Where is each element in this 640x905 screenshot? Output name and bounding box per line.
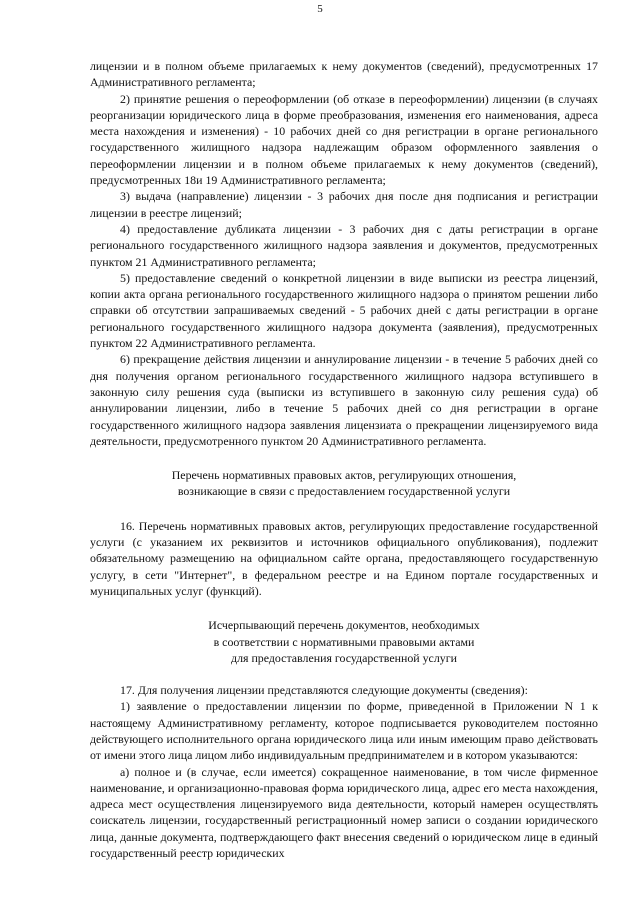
section-heading-line-1: Перечень нормативных правовых актов, регулирующих отношения, (171, 468, 517, 483)
paragraph-17: 17. Для получения лицензии представляются следующие документы (сведения): (120, 683, 528, 698)
paragraph-item-4: 4) предоставление дубликата лицензии - 3 рабочих дня с даты регистрации в органе регионального государственного жилищного надзора заявления и документов, предусмотренных пунктом 21 Административного регламента; (90, 221, 598, 269)
page-number: 5 (317, 3, 323, 15)
paragraph-item-3: 3) выдача (направление) лицензии - 3 рабочих дня после дня подписания и регистрации лицензии в реестре лицензий; (90, 189, 598, 220)
paragraph-16: 16. Перечень нормативных правовых актов, регулирующих предоставление государственной услуги (с указанием их реквизитов и источников официального опубликования), подлежит обязательному размещению на официальном сайте органа, предоставляющего государственную услугу, в сети "Интернет", в федеральном реестре и на Едином портале государственных и муниципальных услуг (функций). (90, 518, 598, 598)
paragraph-item-5: 5) предоставление сведений о конкретной лицензии в виде выписки из реестра лицензий, копии акта органа регионального государственного жилищного надзора о принятом решении либо справки об отсутствии запрашиваемых сведений - 5 рабочих дней с даты регистрации в органе регионального государственного жилищного надзора документа (заявления), предусмотренных пунктом 22 Административного регламента. (90, 270, 598, 351)
paragraph-item-6: 6) прекращение действия лицензии и аннулирование лицензии - в течение 5 рабочих дней со дня получения органом регионального государственного жилищного надзора вступившего в законную силу решения суда (выписки из вступившего в законную силу решения суда) об аннулировании лицензии, либо в течение 5 рабочих дней со дня регистрации в органе государственного жилищного надзора заявления лицензиата о прекращении лицензируемого вида деятельности, предусмотренного пунктом 20 Административного регламента. (90, 352, 598, 448)
section-heading-2-line-2: в соответствии с нормативными правовыми актами (213, 634, 475, 649)
paragraph-17-item-a: а) полное и (в случае, если имеется) сокращенное наименование, в том числе фирменное наименование, и организационно-правовая форма юридического лица, адрес его места нахождения, адреса мест осуществления лицензируемого вида деятельности, который намерен осуществлять соискатель лицензии, государственный регистрационный номер записи о создании юридического лица, данные документа, подтверждающего факт внесения сведений о юридическом лице в единый государственный реестр юридических (90, 764, 598, 861)
document-body (90, 58, 598, 861)
section-heading-line-2: возникающие в связи с предоставлением государственной услуги (177, 484, 511, 499)
section-heading-2-line-3: для предоставления государственной услуги (231, 650, 457, 665)
paragraph-item-2: 2) принятие решения о переоформлении (об отказе в переоформлении) лицензии (в случаях реорганизации юридического лица в форме преобразования, изменения его наименования, адреса места нахождения и изменения) - 10 рабочих дней со дня регистрации в органе регионального государственного жилищного надзора надлежащим образом оформленного заявления о переоформлении лицензии и в полном объеме прилагаемых к нему документов (сведений), предусмотренных 18и 19 Административного регламента; (90, 91, 598, 188)
paragraph-17-item-1: 1) заявление о предоставлении лицензии по форме, приведенной в Приложении N 1 к настоящему Административному регламенту, которое подписывается руководителем постоянно действующего исполнительного органа юридического лица или иным имеющим право действовать от имени этого лица лицом либо индивидуальным предпринимателем и в котором указываются: (90, 699, 598, 763)
paragraph-continued: лицензии и в полном объеме прилагаемых к нему документов (сведений), предусмотренных 17 Административного регламента; (90, 59, 598, 90)
section-heading-2-line-1: Исчерпывающий перечень документов, необходимых (208, 618, 480, 633)
